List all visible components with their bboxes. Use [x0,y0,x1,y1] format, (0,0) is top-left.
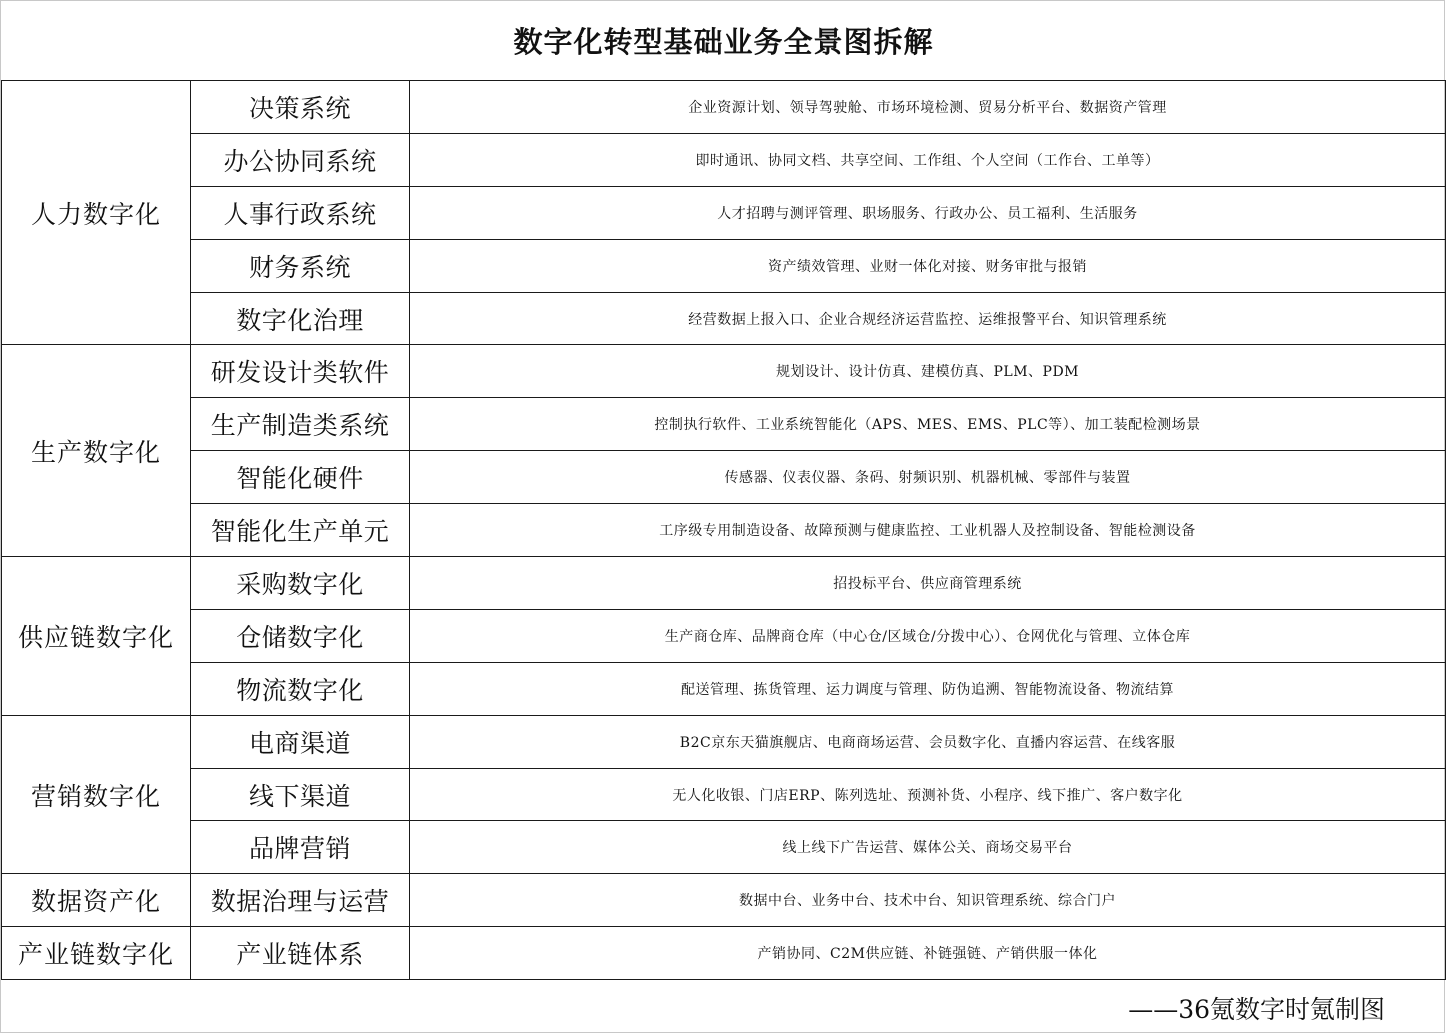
domain-cell: 产业链数字化 [2,927,191,980]
system-cell: 线下渠道 [191,768,410,821]
table-row [2,133,1446,186]
table-row [2,239,1446,292]
system-cell: 物流数字化 [191,662,410,715]
table-body [2,81,1446,980]
system-cell: 生产制造类系统 [191,398,410,451]
table-row [2,345,1446,398]
detail-cell: 无人化收银、门店ERP、陈列选址、预测补货、小程序、线下推广、客户数字化 [410,768,1446,821]
page-title: 数字化转型基础业务全景图拆解 [513,25,934,59]
table-row [2,927,1446,980]
table-row [2,81,1446,134]
system-cell: 决策系统 [191,81,410,134]
table-row [2,292,1446,345]
detail-cell: 控制执行软件、工业系统智能化（APS、MES、EMS、PLC等）、加工装配检测场景 [410,398,1446,451]
system-cell: 财务系统 [191,239,410,292]
detail-cell: 人才招聘与测评管理、职场服务、行政办公、员工福利、生活服务 [410,186,1446,239]
table-row [2,821,1446,874]
system-cell: 数据治理与运营 [191,874,410,927]
detail-cell: B2C京东天猫旗舰店、电商商场运营、会员数字化、直播内容运营、在线客服 [410,715,1446,768]
detail-cell: 线上线下广告运营、媒体公关、商场交易平台 [410,821,1446,874]
table-row [2,504,1446,557]
system-cell: 研发设计类软件 [191,345,410,398]
table-row [2,715,1446,768]
domain-cell: 人力数字化 [2,81,191,345]
detail-cell: 规划设计、设计仿真、建模仿真、PLM、PDM [410,345,1446,398]
system-cell: 智能化生产单元 [191,504,410,557]
detail-cell: 即时通讯、协同文档、共享空间、工作组、个人空间（工作台、工单等） [410,133,1446,186]
system-cell: 仓储数字化 [191,609,410,662]
table-row [2,451,1446,504]
detail-cell: 经营数据上报入口、企业合规经济运营监控、运维报警平台、知识管理系统 [410,292,1446,345]
table-row [2,557,1446,610]
table-row [2,662,1446,715]
detail-cell: 招投标平台、供应商管理系统 [410,557,1446,610]
table-row [2,609,1446,662]
landscape-table [1,80,1446,980]
system-cell: 智能化硬件 [191,451,410,504]
system-cell: 数字化治理 [191,292,410,345]
detail-cell: 工序级专用制造设备、故障预测与健康监控、工业机器人及控制设备、智能检测设备 [410,504,1446,557]
domain-cell: 生产数字化 [2,345,191,557]
credit-footer: ——36氪数字时氪制图 [1128,995,1385,1024]
domain-cell: 营销数字化 [2,715,191,874]
detail-cell: 生产商仓库、品牌商仓库（中心仓/区域仓/分拨中心）、仓网优化与管理、立体仓库 [410,609,1446,662]
domain-cell: 供应链数字化 [2,557,191,716]
system-cell: 办公协同系统 [191,133,410,186]
system-cell: 人事行政系统 [191,186,410,239]
system-cell: 产业链体系 [191,927,410,980]
system-cell: 电商渠道 [191,715,410,768]
detail-cell: 传感器、仪表仪器、条码、射频识别、机器机械、零部件与装置 [410,451,1446,504]
system-cell: 品牌营销 [191,821,410,874]
detail-cell: 资产绩效管理、业财一体化对接、财务审批与报销 [410,239,1446,292]
detail-cell: 配送管理、拣货管理、运力调度与管理、防伪追溯、智能物流设备、物流结算 [410,662,1446,715]
table-row [2,768,1446,821]
system-cell: 采购数字化 [191,557,410,610]
detail-cell: 数据中台、业务中台、技术中台、知识管理系统、综合门户 [410,874,1446,927]
table-row [2,398,1446,451]
detail-cell: 企业资源计划、领导驾驶舱、市场环境检测、贸易分析平台、数据资产管理 [410,81,1446,134]
detail-cell: 产销协同、C2M供应链、补链强链、产销供服一体化 [410,927,1446,980]
table-row [2,186,1446,239]
table-row [2,874,1446,927]
domain-cell: 数据资产化 [2,874,191,927]
